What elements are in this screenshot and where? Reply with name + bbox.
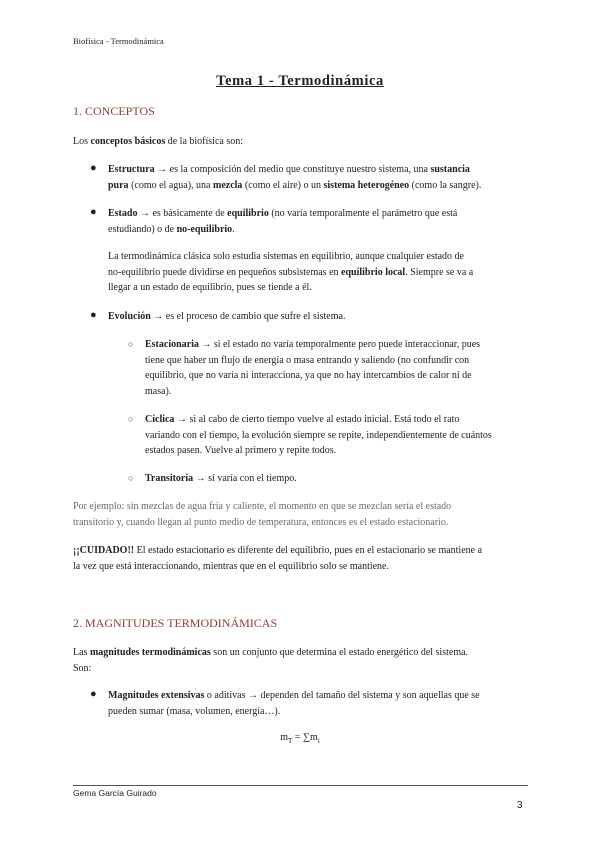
bullet-text: → es la composición del medio que constituye nuestro sistema, una (154, 164, 431, 175)
formula-sum (0, 732, 600, 745)
bullet-estado (108, 206, 530, 237)
bullet-bold: equilibrio (227, 208, 269, 219)
bullet-bold: sustancia (430, 164, 470, 175)
intro-paragraph (73, 134, 528, 150)
bullet-text: o aditivas → dependen del tamaño del sistema y son aquellas que se (204, 690, 480, 701)
sub-text: estados pasen. Vuelve al primero y repite todos. (145, 445, 337, 456)
example-text: Por ejemplo: sin mezclas de agua fría y caliente, el momento en que se mezclan sería el estado (73, 501, 452, 512)
para-bold: equilibrio local (341, 266, 406, 278)
magnitudes-intro (73, 645, 530, 676)
term-estado: Estado (108, 208, 138, 219)
bullet-bold: pura (108, 179, 129, 191)
bullet-dot-icon: ● (90, 309, 97, 321)
intro-text: Son: (73, 662, 92, 674)
bullet-magnitudes-extensivas (108, 688, 530, 719)
sub-bullet-ciclica (145, 412, 530, 459)
bullet-text: estudiando) o de (108, 223, 177, 235)
sub-text: equilibrio, que no varía ni interacciona, ya que no hay intercambios de calor ni de (145, 370, 472, 381)
sub-bullet-circle-icon: ○ (128, 339, 134, 349)
term-estacionaria: Estacionaria (145, 339, 199, 350)
example-text: transitorio y, cuando llegan al punto medio de temperatura, entonces es el estado estacionario. (73, 516, 449, 528)
formula-lhs-sub: T (288, 737, 293, 745)
para-text: . Siempre se va a (405, 266, 474, 278)
intro-text: de la biofísica son: (165, 136, 243, 147)
bullet-evolucion (108, 309, 530, 325)
term-estructura: Estructura (108, 164, 155, 175)
bullet-dot-icon: ● (90, 162, 97, 174)
sub-text: variando con el tiempo, la evolución siempre se repite, independientemente de cuántos (145, 429, 492, 441)
bullet-bold: no-equilibrio (176, 223, 233, 235)
bullet-text: → es el proceso de cambio que sufre el sistema. (150, 311, 346, 322)
term-evolucion: Evolución (108, 311, 151, 322)
bullet-bold: mezcla (212, 179, 243, 191)
bullet-dot-icon: ● (90, 206, 97, 218)
page-number: 3 (517, 800, 523, 811)
intro-text: son un conjunto que determina el estado energético del sistema. (210, 647, 469, 658)
caution-paragraph (73, 543, 530, 574)
footer-author: Gema García Guirado (73, 788, 157, 798)
section-heading-magnitudes: 2. MAGNITUDES TERMODINÁMICAS (73, 616, 278, 630)
sub-bullet-circle-icon: ○ (128, 414, 134, 424)
example-paragraph (73, 499, 530, 530)
bullet-text: (como la sangre). (409, 179, 482, 191)
term-transitoria: Transitoria (145, 473, 194, 484)
formula-rhs-sub: i (317, 737, 320, 745)
caution-text: la vez que está interaccionando, mientras que en el equilibrio solo se mantiene. (73, 560, 389, 572)
bullet-text: (no varía temporalmente el parámetro que está (268, 208, 458, 219)
sub-bullet-circle-icon: ○ (128, 473, 134, 483)
intro-text: Los (73, 136, 91, 147)
bullet-estructura (108, 162, 530, 193)
sub-bullet-transitoria (145, 471, 530, 487)
bullet-text: (como el agua), una (128, 179, 213, 191)
bullet-text: . (232, 223, 235, 235)
estado-paragraph (108, 249, 530, 296)
bullet-bold: sistema heterogéneo (323, 179, 410, 191)
para-text: La termodinámica clásica solo estudia sistemas en equilibrio, aunque cualquier estado de (108, 251, 464, 262)
sub-text: → sí varía con el tiempo. (193, 473, 297, 484)
footer-divider (73, 785, 528, 786)
bullet-text: pueden sumar (masa, volumen, energía…). (108, 705, 281, 717)
sub-bullet-estacionaria (145, 337, 530, 399)
page-title: Tema 1 - Termodinámica (216, 73, 384, 89)
bullet-text: (como el aire) o un (242, 179, 324, 191)
para-text: no-equilibrio puede dividirse en pequeños subsistemas en (108, 266, 342, 278)
section-heading-conceptos: 1. CONCEPTOS (73, 104, 155, 118)
caution-label: ¡¡CUIDADO!! (73, 545, 135, 556)
intro-text: Las (73, 647, 90, 658)
para-text: llegar a un estado de equilibrio, pues se tiende a él. (108, 282, 312, 293)
sub-text: → si el estado no varía temporalmente pero puede interaccionar, pues (198, 339, 481, 350)
running-header: Biofísica - Termodinámica (73, 36, 164, 46)
intro-bold: conceptos básicos (90, 136, 166, 147)
formula-lhs: m (280, 732, 288, 743)
term-extensivas: Magnitudes extensivas (108, 690, 205, 701)
sub-text: masa). (145, 385, 172, 397)
bullet-dot-icon: ● (90, 688, 97, 700)
sub-text: → si al cabo de cierto tiempo vuelve al estado inicial. Está todo el rato (174, 414, 460, 425)
sub-text: tiene que haber un flujo de energía o masa entrando y saliendo (no confundir con (145, 354, 470, 366)
caution-text: El estado estacionario es diferente del equilibrio, pues en el estacionario se mantiene a (134, 545, 483, 556)
term-ciclica: Cíclica (145, 414, 175, 425)
intro-bold: magnitudes termodinámicas (89, 647, 211, 658)
formula-rhs: = ∑m (292, 732, 318, 743)
bullet-text: → es básicamente de (137, 208, 228, 219)
